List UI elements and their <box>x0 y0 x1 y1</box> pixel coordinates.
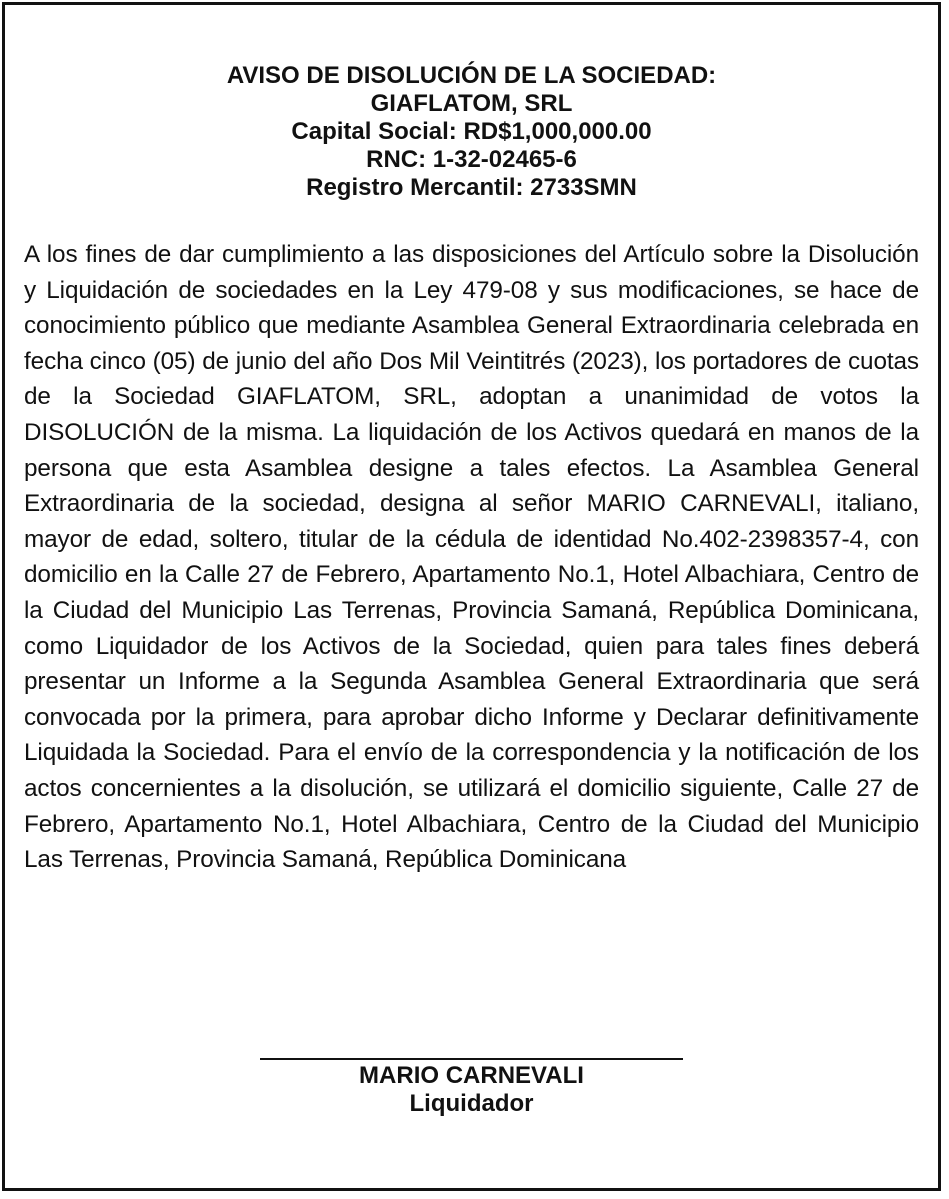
signatory-role: Liquidador <box>409 1090 534 1117</box>
notice-body: A los fines de dar cumplimiento a las disposiciones del Artículo sobre la Disolución y Liquidación de sociedades en la Ley 479-08 y sus modificaciones, se hace de conocimiento público que mediante Asamblea General Extraordinaria celebrada en fecha cinco (05) de junio del año Dos Mil Veintitrés (2023), los portadores de cuotas de la Sociedad GIAFLATOM, SRL, adoptan a unanimidad de votos la DISOLUCIÓN de la misma. La liquidación de los Activos quedará en manos de la persona que esta Asamblea designe a tales efectos. La Asamblea General Extraordinaria de la sociedad, designa al señor MARIO CARNEVALI, italiano, mayor de edad, soltero, titular de la cédula de identidad No.402-2398357-4, con domicilio en la Calle 27 de Febrero, Apartamento No.1, Hotel Albachiara, Centro de la Ciudad del Municipio Las Terrenas, Provincia Samaná, República Dominicana, como Liquidador de los Activos de la Sociedad, quien para tales fines deberá presentar un Informe a la Segunda Asamblea General Extraordinaria que será convocada por la primera, para aprobar dicho Informe y Declarar definitivamente Liquidada la Sociedad. Para el envío de la correspondencia y la notificación de los actos concernientes a la disolución, se utilizará el domicilio siguiente, Calle 27 de Febrero, Apartamento No.1, Hotel Albachiara, Centro de la Ciudad del Municipio Las Terrenas, Provincia Samaná, República Dominicana <box>24 241 919 874</box>
capital-social: Capital Social: RD$1,000,000.00 <box>291 118 652 145</box>
notice-title: AVISO DE DISOLUCIÓN DE LA SOCIEDAD: <box>226 62 717 89</box>
registro-mercantil: Registro Mercantil: 2733SMN <box>306 174 637 201</box>
notice-header <box>0 62 943 202</box>
signatory-name: MARIO CARNEVALI <box>359 1062 584 1089</box>
signature-block <box>0 1062 943 1118</box>
rnc-number: RNC: 1-32-02465-6 <box>366 146 577 173</box>
company-name: GIAFLATOM, SRL <box>370 90 573 117</box>
signature-line <box>260 1058 683 1060</box>
